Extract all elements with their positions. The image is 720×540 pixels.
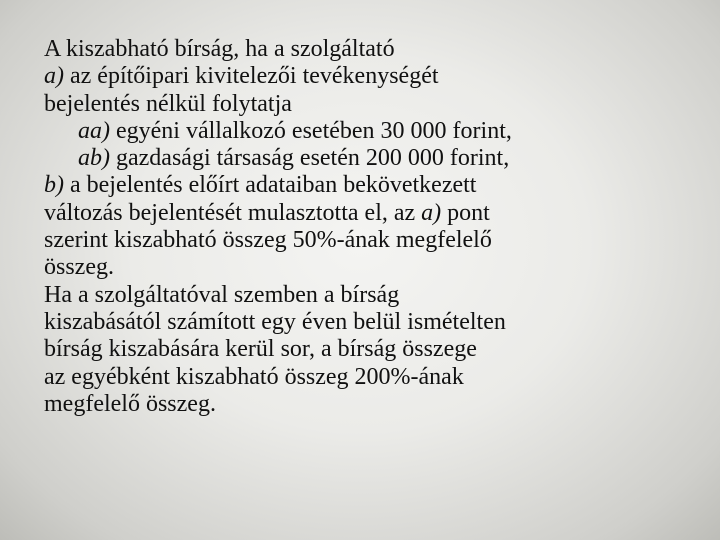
text-line [44, 282, 694, 309]
body-text [44, 36, 694, 418]
line-text: gazdasági társaság esetén 200 000 forint, [110, 145, 510, 172]
line-text: bírság kiszabására kerül sor, a bírság összege [44, 336, 477, 363]
line-text: változás bejelentését mulasztotta el, az [44, 199, 422, 226]
text-line-indented [44, 145, 694, 172]
inline-reference-suffix: pont [441, 199, 490, 226]
line-text: szerint kiszabható összeg 50%-ának megfelelő [44, 227, 492, 254]
text-line [44, 336, 694, 363]
text-line [44, 91, 694, 118]
line-text: összeg. [44, 254, 114, 281]
line-text: az építőipari kivitelezői tevékenységét [64, 63, 439, 90]
item-label: b) [44, 172, 64, 199]
line-text: a bejelentés előírt adataiban bekövetkezett [64, 172, 477, 199]
line-text: A kiszabható bírság, ha a szolgáltató [44, 36, 395, 62]
text-line [44, 309, 694, 336]
text-line [44, 254, 694, 281]
text-line-indented [44, 118, 694, 145]
line-text: az egyébként kiszabható összeg 200%-ának [44, 363, 464, 390]
line-text: egyéni vállalkozó esetében 30 000 forint, [110, 117, 512, 144]
line-text: bejelentés nélkül folytatja [44, 90, 292, 117]
item-label: a) [44, 63, 64, 90]
line-text: kiszabásától számított egy éven belül ismételten [44, 308, 506, 335]
text-line [44, 200, 694, 227]
text-line [44, 227, 694, 254]
inline-reference-label: a) [421, 199, 442, 226]
text-line [44, 391, 694, 418]
text-line [44, 36, 694, 63]
item-label: ab) [78, 145, 110, 172]
text-line [44, 172, 694, 199]
line-text: Ha a szolgáltatóval szemben a bírság [44, 281, 400, 308]
text-line [44, 63, 694, 90]
text-line [44, 364, 694, 391]
item-label: aa) [78, 117, 110, 144]
line-text: megfelelő összeg. [44, 390, 216, 417]
